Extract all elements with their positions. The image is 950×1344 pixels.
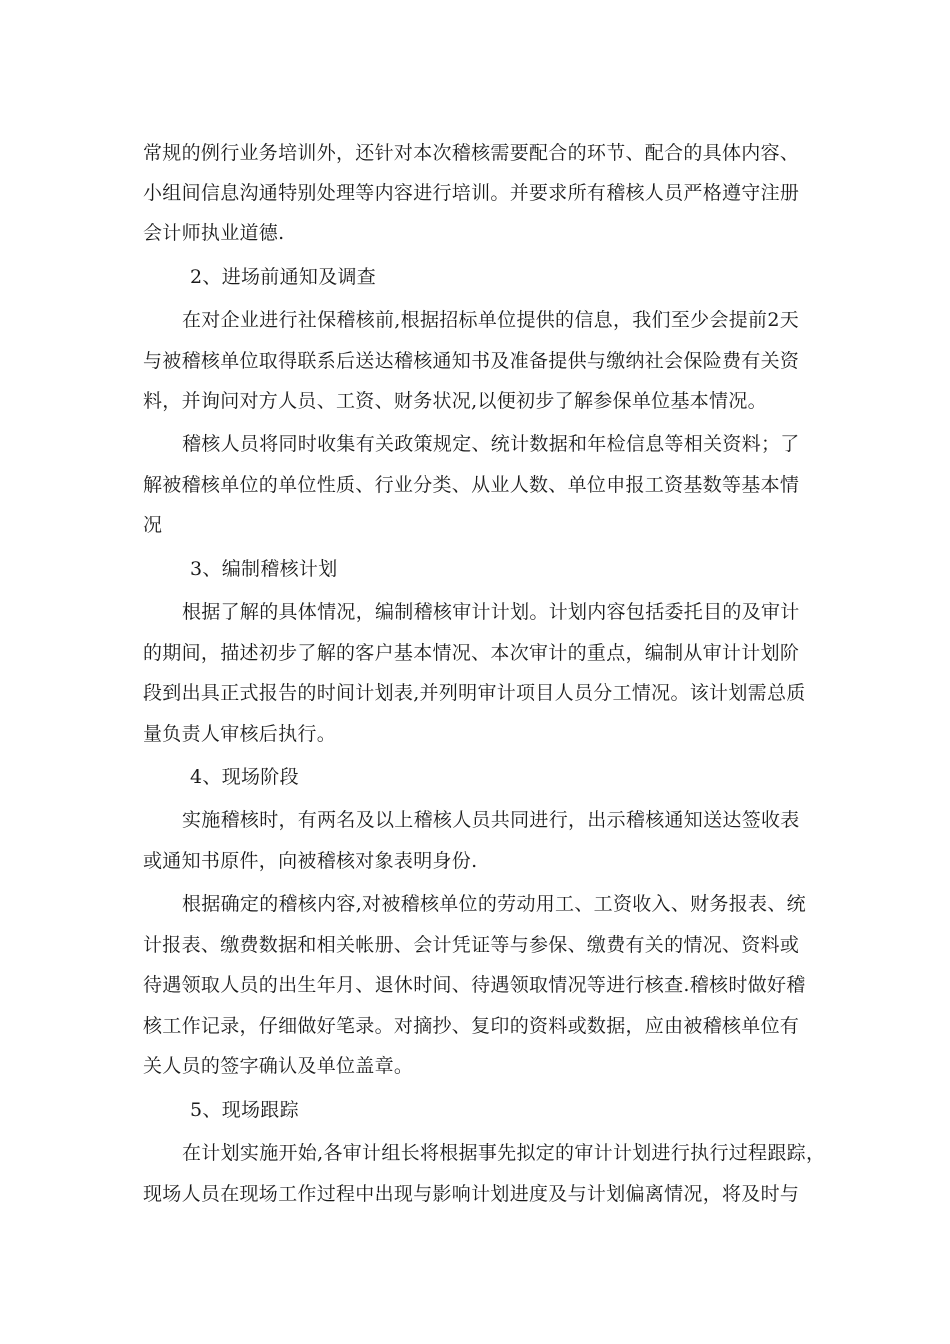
body-text-line: 段到出具正式报告的时间计划表,并列明审计项目人员分工情况。该计划需总质 [143,682,806,704]
body-text-line: 常规的例行业务培训外，还针对本次稽核需要配合的环节、配合的具体内容、 [143,142,800,164]
body-text-line: 现场人员在现场工作过程中出现与影响计划进度及与计划偏离情况，将及时与 [143,1183,800,1205]
body-text-line: 核工作记录，仔细做好笔录。对摘抄、复印的资料或数据，应由被稽核单位有 [143,1015,800,1037]
section-heading: 5、现场跟踪 [190,1099,299,1121]
body-text-line: 在对企业进行社保稽核前,根据招标单位提供的信息，我们至少会提前2天 [182,309,800,331]
body-text-line: 在计划实施开始,各审计组长将根据事先拟定的审计计划进行执行过程跟踪， [182,1142,826,1164]
body-text-line: 或通知书原件，向被稽核对象表明身份. [143,850,478,872]
body-text-line: 小组间信息沟通特别处理等内容进行培训。并要求所有稽核人员严格遵守注册 [143,182,800,204]
section-heading: 3、编制稽核计划 [190,558,338,580]
body-text-line: 量负责人审核后执行。 [143,723,337,745]
body-text-line: 解被稽核单位的单位性质、行业分类、从业人数、单位申报工资基数等基本情 [143,474,800,496]
body-text-line: 的期间，描述初步了解的客户基本情况、本次审计的重点，编制从审计计划阶 [143,642,800,664]
body-text-line: 待遇领取人员的出生年月、退休时间、待遇领取情况等进行核查.稽核时做好稽 [143,974,806,996]
section-heading: 2、进场前通知及调查 [190,266,377,288]
body-text-line: 根据了解的具体情况，编制稽核审计计划。计划内容包括委托目的及审计 [182,601,800,623]
body-text-line: 实施稽核时，有两名及以上稽核人员共同进行，出示稽核通知送达签收表 [182,809,800,831]
body-text-line: 况 [143,514,163,536]
body-text-line: 根据确定的稽核内容,对被稽核单位的劳动用工、工资收入、财务报表、统 [182,893,806,915]
body-text-line: 料，并询问对方人员、工资、财务状况,以便初步了解参保单位基本情况。 [143,390,767,412]
body-text-line: 计报表、缴费数据和相关帐册、会计凭证等与参保、缴费有关的情况、资料或 [143,934,800,956]
body-text-line: 稽核人员将同时收集有关政策规定、统计数据和年检信息等相关资料；了 [182,433,800,455]
body-text-line: 会计师执业道德. [143,222,285,244]
body-text-line: 与被稽核单位取得联系后送达稽核通知书及准备提供与缴纳社会保险费有关资 [143,350,800,372]
section-heading: 4、现场阶段 [190,766,299,788]
body-text-line: 关人员的签字确认及单位盖章。 [143,1055,414,1077]
